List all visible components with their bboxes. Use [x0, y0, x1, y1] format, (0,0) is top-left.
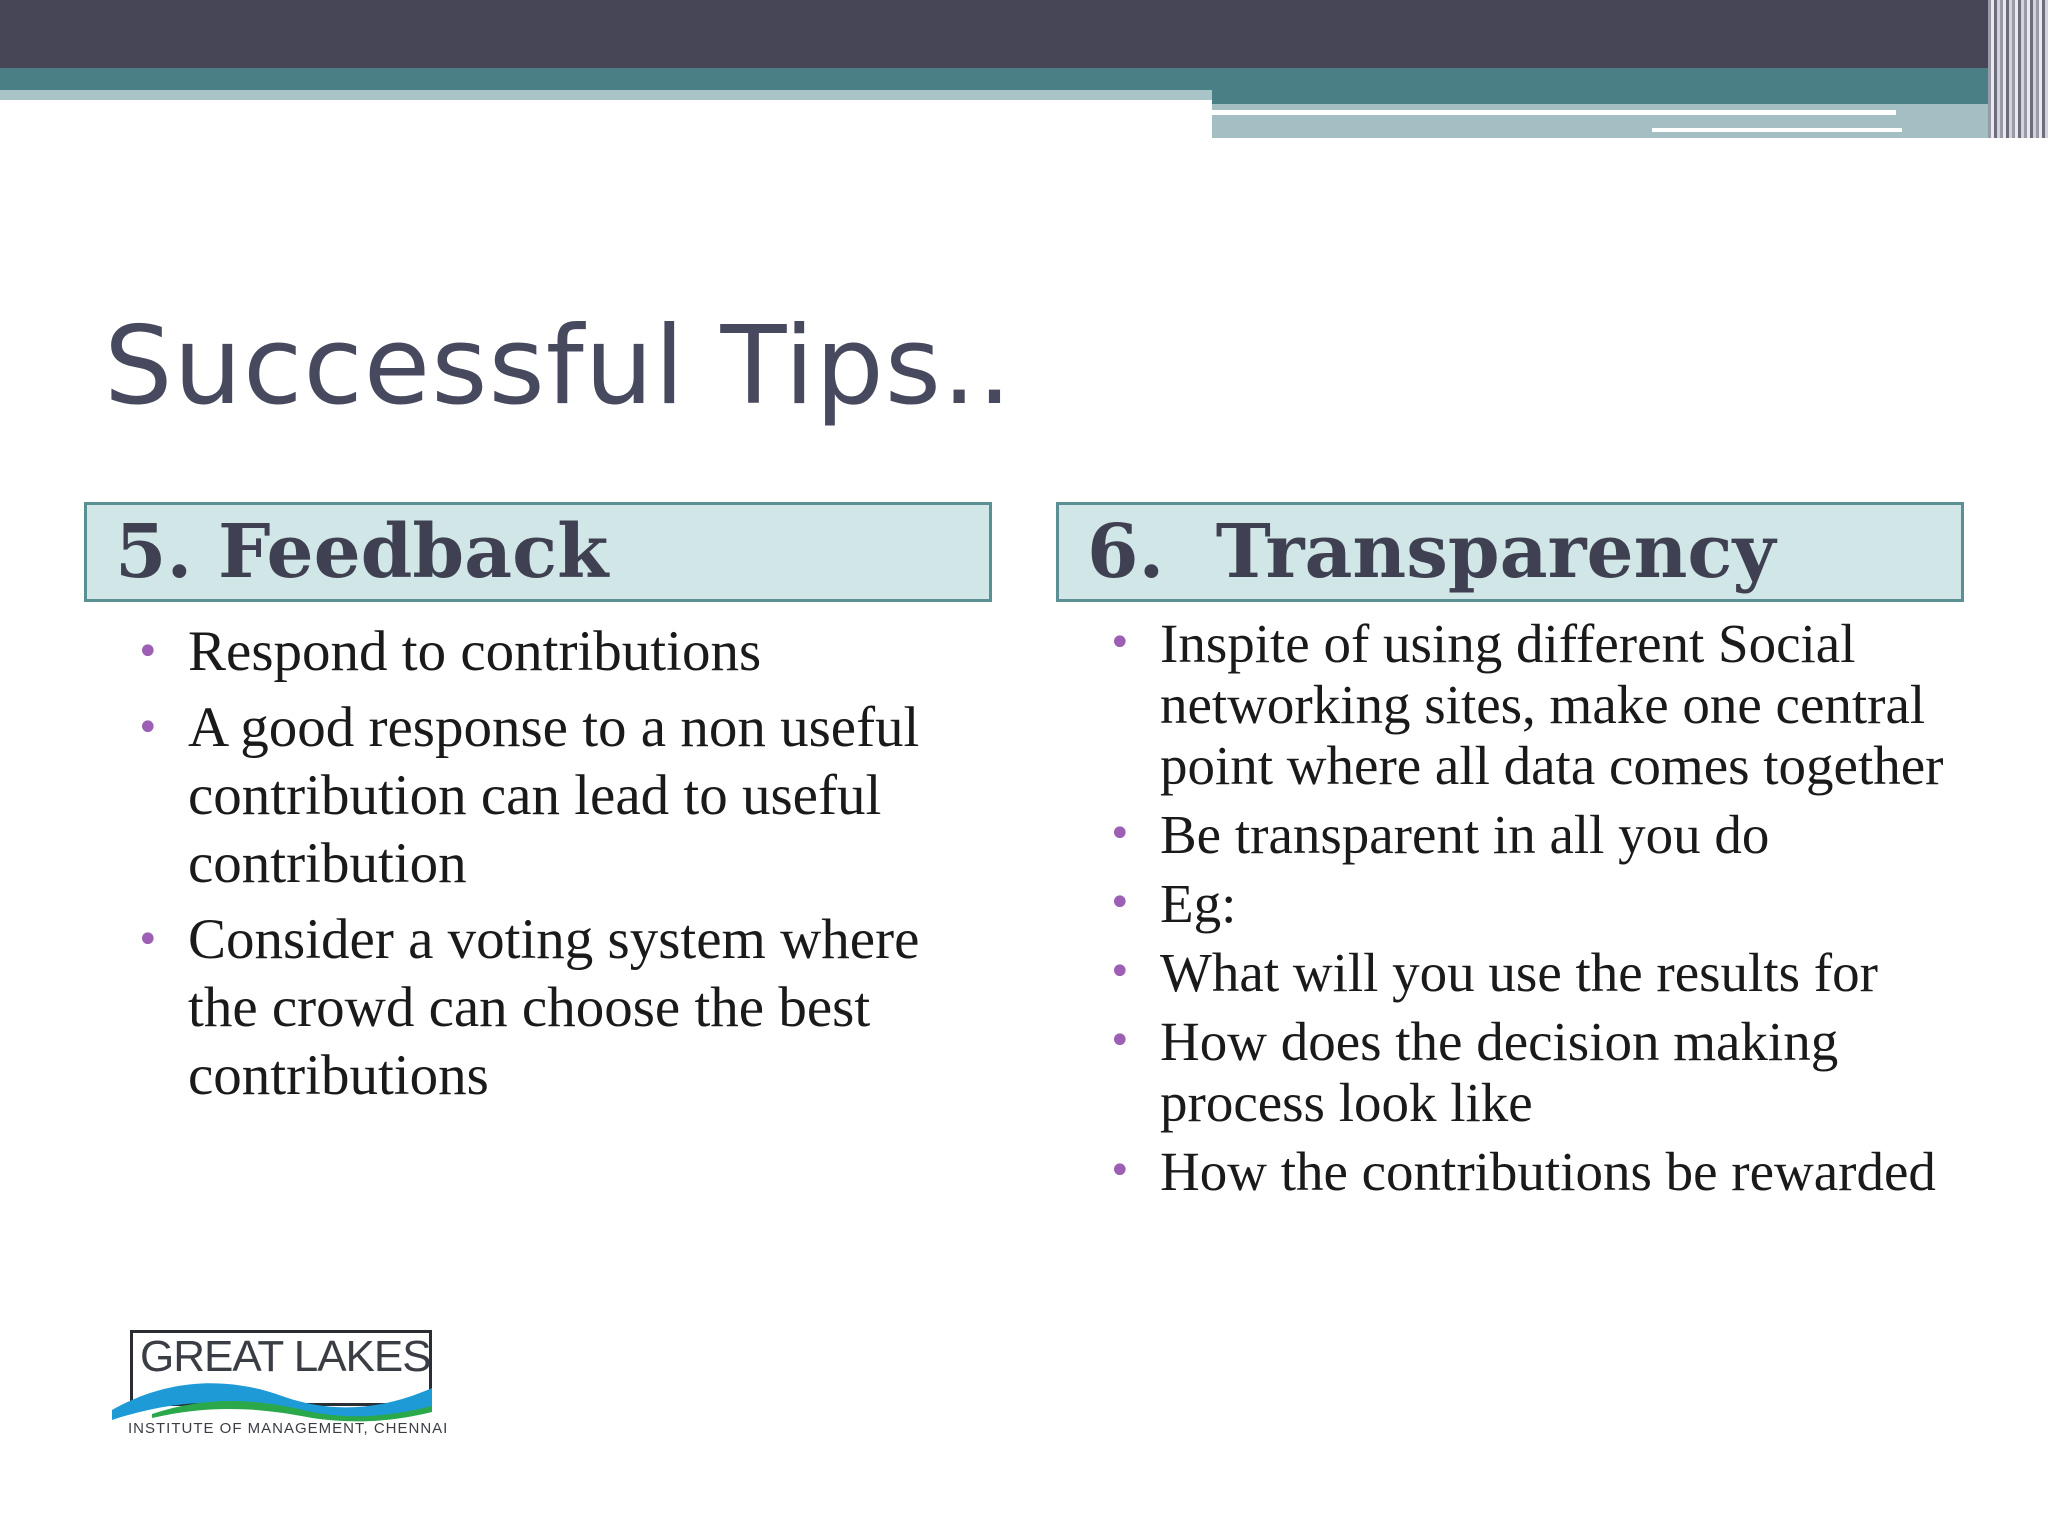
bullet-dot-icon: •	[136, 705, 160, 751]
list-item	[1108, 1141, 2000, 1202]
list-item	[1108, 804, 2000, 865]
slide-title: Successful Tips..	[104, 304, 1013, 429]
list-item	[1108, 1011, 2000, 1133]
great-lakes-logo	[112, 1330, 449, 1440]
bullet-text: Eg:	[1160, 873, 1237, 934]
header-accent-line	[1212, 110, 1896, 115]
header-stripes	[1988, 0, 2048, 138]
bullet-dot-icon: •	[1108, 949, 1132, 995]
logo-name: GREAT LAKES	[140, 1332, 431, 1381]
bullet-dot-icon: •	[1108, 1148, 1132, 1194]
feedback-bullet-list	[136, 618, 988, 1118]
bullet-text: Be transparent in all you do	[1160, 804, 1770, 865]
wave-icon	[112, 1370, 432, 1422]
header-band-dark	[0, 0, 2048, 68]
list-item	[1108, 613, 2000, 796]
list-item	[136, 906, 988, 1110]
list-item	[136, 618, 988, 686]
bullet-dot-icon: •	[1108, 811, 1132, 857]
header-band-teal	[0, 68, 2048, 90]
list-item	[1108, 942, 2000, 1003]
bullet-dot-icon: •	[136, 629, 160, 675]
bullet-dot-icon: •	[1108, 620, 1132, 666]
transparency-bullet-list	[1108, 613, 2000, 1210]
transparency-heading: 6. Transparency	[1056, 502, 1964, 602]
feedback-heading: 5. Feedback	[84, 502, 992, 602]
header-band-light-left	[0, 90, 1212, 100]
header-accent-line-short	[1652, 128, 1902, 132]
bullet-text: How the contributions be rewarded	[1160, 1141, 1936, 1202]
bullet-text: How does the decision making process look like	[1160, 1011, 1839, 1133]
list-item	[1108, 873, 2000, 934]
bullet-text: Respond to contributions	[188, 620, 762, 683]
bullet-dot-icon: •	[1108, 880, 1132, 926]
bullet-text: A good response to a non useful contribution can lead to useful contribution	[188, 696, 920, 895]
bullet-text: Consider a voting system where the crowd can choose the best contributions	[188, 908, 920, 1107]
list-item	[136, 694, 988, 898]
bullet-text: What will you use the results for	[1160, 942, 1878, 1003]
bullet-dot-icon: •	[1108, 1018, 1132, 1064]
bullet-dot-icon: •	[136, 917, 160, 963]
header-band-teal-right	[1212, 90, 2048, 104]
logo-subtitle: INSTITUTE OF MANAGEMENT, CHENNAI	[128, 1420, 449, 1437]
bullet-text: Inspite of using different Social networking sites, make one central point where all data comes together	[1160, 613, 1944, 796]
